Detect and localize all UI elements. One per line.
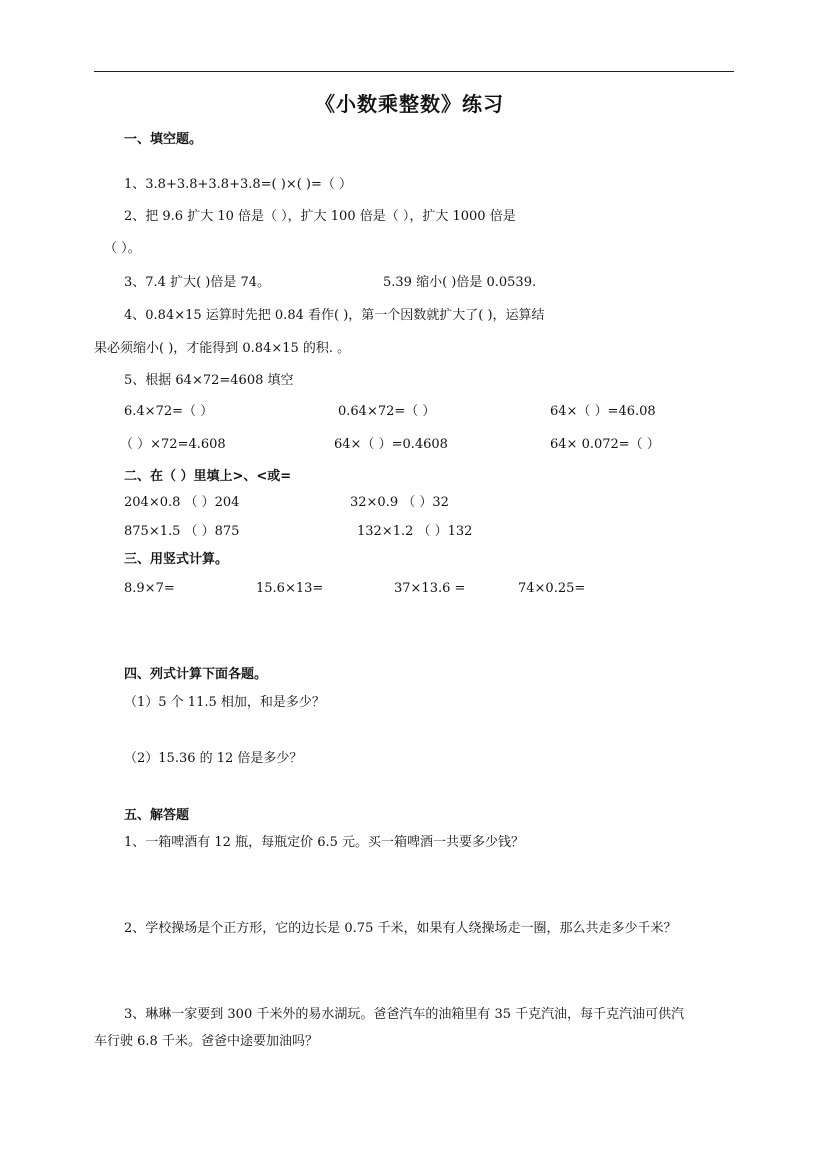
calc-item: 15.6×13= xyxy=(256,581,324,596)
question-1-4b: 果必须缩小( )，才能得到 0.84×15 的积. 。 xyxy=(94,341,351,356)
fill-item: 6.4×72=（ ） xyxy=(124,404,214,419)
fill-item: 0.64×72=（ ） xyxy=(338,404,436,419)
problem-4-2: （2）15.36 的 12 倍是多少？ xyxy=(124,751,303,766)
question-1-1: 1、3.8+3.8+3.8+3.8=( )×( )=（ ） xyxy=(124,177,353,192)
section-1-heading: 一、填空题。 xyxy=(124,132,203,147)
fill-item: 64×（ ）=0.4608 xyxy=(334,437,448,452)
compare-item: 132×1.2 （ ）132 xyxy=(357,524,473,539)
calc-item: 74×0.25= xyxy=(518,581,586,596)
compare-item: 875×1.5 （ ）875 xyxy=(124,524,240,539)
calc-item: 37×13.6 = xyxy=(394,581,466,596)
calc-item: 8.9×7= xyxy=(124,581,175,596)
problem-5-2: 2、学校操场是个正方形，它的边长是 0.75 千米，如果有人绕操场走一圈，那么共走多少千米？ xyxy=(124,921,677,936)
section-5-heading: 五、解答题 xyxy=(124,808,190,823)
question-1-5: 5、根据 64×72=4608 填空 xyxy=(124,373,294,388)
fill-item: 64× 0.072=（ ） xyxy=(550,437,660,452)
compare-item: 204×0.8 （ ）204 xyxy=(124,495,240,510)
problem-5-3a: 3、琳琳一家要到 300 千米外的易水湖玩。爸爸汽车的油箱里有 35 千克汽油，每千克汽油可供汽 xyxy=(124,1007,685,1022)
question-1-4a: 4、0.84×15 运算时先把 0.84 看作( )，第一个因数就扩大了( )，运算结 xyxy=(124,308,545,323)
question-1-3b: 5.39 缩小( )倍是 0.0539. xyxy=(383,275,537,290)
section-4-heading: 四、列式计算下面各题。 xyxy=(124,667,268,682)
fill-item: 64×（ ）=46.08 xyxy=(550,404,656,419)
section-3-heading: 三、用竖式计算。 xyxy=(124,552,229,567)
header-rule xyxy=(94,71,734,72)
fill-item: （ ）×72=4.608 xyxy=(120,437,226,452)
problem-4-1: （1）5 个 11.5 相加，和是多少？ xyxy=(124,695,325,710)
page-title: 《小数乘整数》练习 xyxy=(315,92,504,116)
compare-item: 32×0.9 （ ）32 xyxy=(350,495,449,510)
problem-5-1: 1、一箱啤酒有 12 瓶，每瓶定价 6.5 元。买一箱啤酒一共要多少钱？ xyxy=(124,835,525,850)
question-1-2a: 2、把 9.6 扩大 10 倍是（ ），扩大 100 倍是（ ），扩大 1000 倍是 xyxy=(124,209,516,224)
problem-5-3b: 车行驶 6.8 千米。爸爸中途要加油吗？ xyxy=(94,1034,318,1049)
section-2-heading: 二、在（ ）里填上>、<或= xyxy=(124,469,292,484)
question-1-2b: （ ）。 xyxy=(104,241,141,256)
question-1-3a: 3、7.4 扩大( )倍是 74。 xyxy=(124,275,271,290)
